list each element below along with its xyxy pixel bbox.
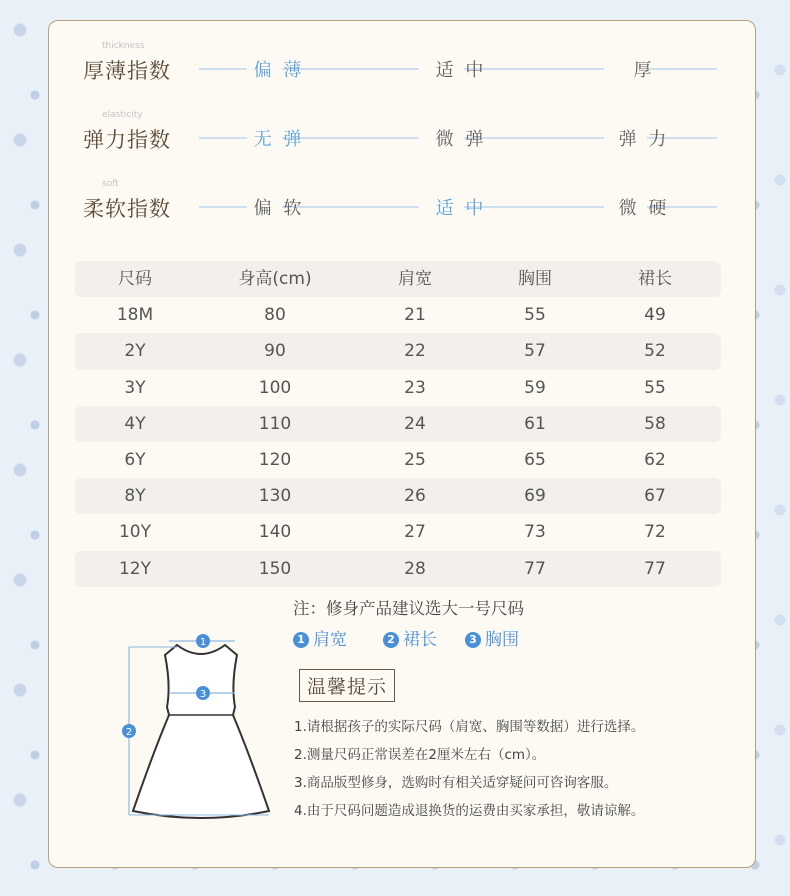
index-name-en: thickness [102,41,145,51]
table-cell: 10Y [118,522,152,543]
index-name-en: elasticity [102,110,143,120]
table-header-cell: 身高(cm) [238,269,312,289]
table-row [75,514,721,550]
table-cell: 72 [644,522,666,543]
table-row [75,442,721,478]
number-3-icon: 3 [465,632,481,648]
table-cell: 52 [644,341,666,362]
index-name-cn: 厚薄指数 [83,59,171,83]
dress-diagram-icon [119,633,279,823]
table-cell: 61 [524,413,546,434]
table-row [75,551,721,587]
table-cell: 67 [644,486,666,507]
table-cell: 130 [258,486,292,507]
index-option: 偏 薄 [253,60,305,81]
table-cell: 4Y [124,413,146,434]
table-cell: 150 [258,558,292,579]
index-option: 弹 力 [618,129,670,150]
tip-2: 2.测量尺码正常误差在2厘米左右（cm）。 [294,747,546,763]
table-cell: 100 [258,377,292,398]
table-header-cell: 尺码 [118,269,152,289]
table-cell: 22 [404,341,426,362]
legend-label: 肩宽 [313,630,347,650]
size-chart-card [48,20,756,868]
table-header-cell: 肩宽 [398,269,432,289]
fit-note: 注：修身产品建议选大一号尺码 [293,599,524,618]
index-option: 适 中 [435,60,487,81]
table-cell: 110 [258,413,292,434]
table-cell: 77 [524,558,546,579]
table-row [75,478,721,514]
table-cell: 77 [644,558,666,579]
number-2-icon: 2 [383,632,399,648]
table-cell: 140 [258,522,292,543]
index-row [49,179,757,223]
index-option: 厚 [633,60,655,81]
tip-3: 3.商品版型修身，选购时有相关适穿疑问可咨询客服。 [294,775,618,791]
table-cell: 27 [404,522,426,543]
svg-text:1: 1 [199,637,207,648]
table-cell: 25 [404,449,426,470]
index-row [49,41,757,85]
legend-label: 胸围 [485,630,519,650]
table-header-cell: 裙长 [638,269,672,289]
table-row [75,297,721,333]
index-option: 适 中 [435,198,487,219]
index-option: 偏 软 [253,198,305,219]
table-cell: 3Y [124,377,146,398]
svg-text:2: 2 [125,727,133,738]
size-table [75,261,721,587]
legend-length [383,625,437,650]
table-cell: 59 [524,377,546,398]
index-option: 微 硬 [618,198,670,219]
table-cell: 23 [404,377,426,398]
legend-shoulder [293,625,347,650]
table-cell: 26 [404,486,426,507]
index-name-en: soft [102,179,119,189]
table-cell: 80 [264,305,286,326]
index-name-cn: 弹力指数 [83,128,171,152]
table-header-row [75,261,721,297]
table-cell: 73 [524,522,546,543]
index-option: 微 弹 [435,129,487,150]
table-cell: 62 [644,449,666,470]
index-row [49,110,757,154]
table-row [75,333,721,369]
legend-label: 裙长 [403,630,437,650]
table-cell: 69 [524,486,546,507]
table-cell: 90 [264,341,286,362]
table-cell: 6Y [124,449,146,470]
table-cell: 55 [644,377,666,398]
table-cell: 120 [258,449,292,470]
index-name-cn: 柔软指数 [83,197,171,221]
tip-4: 4.由于尺码问题造成退换货的运费由买家承担，敬请谅解。 [294,803,645,819]
table-cell: 57 [524,341,546,362]
table-cell: 65 [524,449,546,470]
table-cell: 58 [644,413,666,434]
tips-title: 温馨提示 [299,669,395,702]
index-option: 无 弹 [253,129,305,150]
table-cell: 8Y [124,486,146,507]
table-row [75,406,721,442]
table-cell: 24 [404,413,426,434]
table-cell: 2Y [124,341,146,362]
svg-text:3: 3 [199,689,207,700]
table-cell: 18M [116,305,154,326]
table-cell: 12Y [118,558,152,579]
table-cell: 49 [644,305,666,326]
table-cell: 21 [404,305,426,326]
table-header-cell: 胸围 [518,269,552,289]
table-cell: 28 [404,558,426,579]
table-row [75,370,721,406]
legend-chest [465,625,519,650]
table-cell: 55 [524,305,546,326]
number-1-icon: 1 [293,632,309,648]
tip-1: 1.请根据孩子的实际尺码（肩宽、胸围等数据）进行选择。 [294,719,645,735]
